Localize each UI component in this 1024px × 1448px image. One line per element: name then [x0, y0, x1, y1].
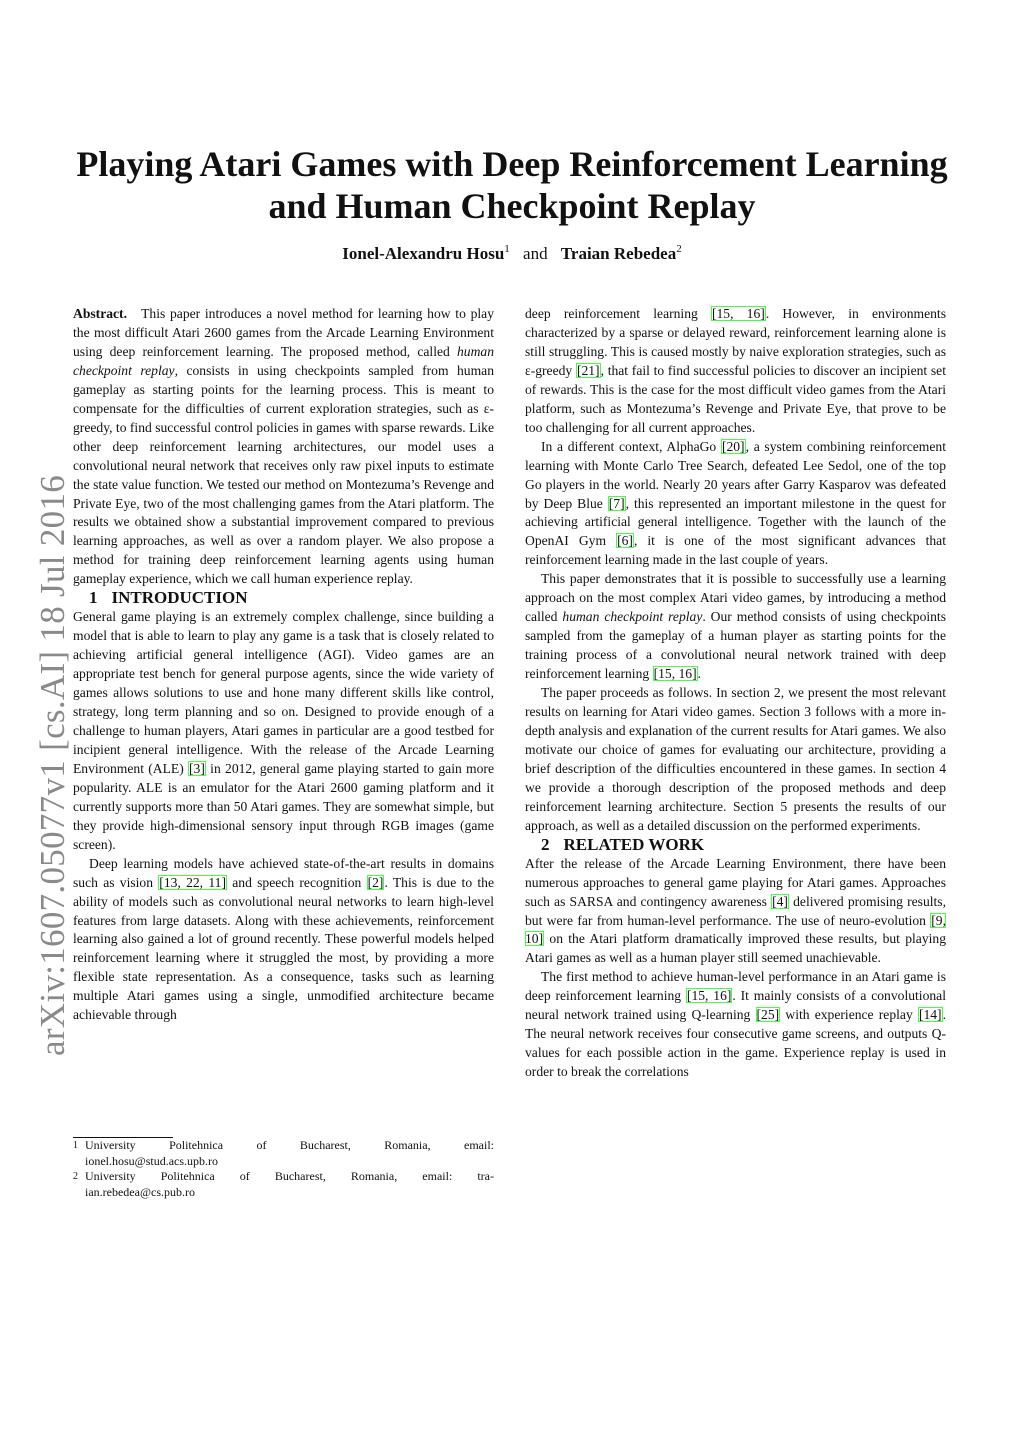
- citation-link[interactable]: [15, 16]: [686, 988, 732, 1004]
- paragraph-text: in 2012, general game playing started to gain more popularity. ALE is an emulator for the Atari 2600 gaming platform and it currently supports more than 50 Atari games. They are somewhat simple, but they provide high-dimensional sensory input through RGB images (game screen).: [73, 760, 494, 852]
- related-paragraph-1: [525, 855, 946, 969]
- citation-link[interactable]: [20]: [721, 438, 745, 454]
- arxiv-identifier: arXiv:1607.05077v1 [cs.AI] 18 Jul 2016: [33, 474, 72, 1056]
- citation-link[interactable]: [21]: [576, 362, 600, 378]
- citation-link[interactable]: [15, 16]: [653, 666, 697, 682]
- author-and: and: [523, 244, 548, 263]
- right-paragraph-2: [525, 438, 946, 571]
- footnote-2: [73, 1169, 494, 1200]
- paragraph-text: General game playing is an extremely complex challenge, since building a model that is able to learn to play any game is a task that is closely related to achieving artificial general intelligence (AGI). Video games are an appropriate test bench for general purpose agents, since the wide variety of games allows solutions to use and hone many different skills like control, strategy, long term planning and so on. Designed to provide enough of a challenge to human players, Atari games in particular are a good testbed for incipient general intelligence. With the release of the Arcade Learning Environment (ALE): [73, 609, 494, 776]
- section-heading-introduction: [73, 589, 494, 608]
- author-1: Ionel-Alexandru Hosu: [342, 244, 505, 263]
- citation-link[interactable]: [14]: [918, 1007, 942, 1023]
- section-heading-related-work: [525, 836, 946, 855]
- citation-link[interactable]: [15, 16]: [711, 306, 765, 321]
- right-paragraph-4: The paper proceeds as follows. In section 2, we present the most relevant results on learning for Atari video games. Section 3 follows with a more in-depth analysis and explanation of the current results for Atari games. We also motivate our choice of games for evaluating our architecture, providing a brief description of the difficulties encountered in these games. In section 4 we provide a thorough description of the proposed methods and deep reinforcement learning architecture. Section 5 presents the results of our approach, as well as a detailed discussion on the performed experiments.: [525, 685, 946, 833]
- paragraph-text: . The neural network receives four consecutive game screens, and outputs Q-values for each possible action in the game. Experience replay is used in order to break the correlations: [525, 1007, 946, 1080]
- paragraph-text: . This is due to the ability of models such as convolutional neural networks to learn high-level features from large datasets. Along with these achievements, reinforcement learning also gained a lot of ground recently. These powerful models helped reinforcement learning where it struggled the most, by providing a more flexible state representation. As a consequence, tasks such as learning multiple Atari games using a single, unmodified architecture became achievable through: [73, 874, 494, 1023]
- title-line-1: Playing Atari Games with Deep Reinforcement Learning: [76, 144, 948, 184]
- paragraph-text: and speech recognition: [226, 874, 367, 890]
- paragraph-text: , that fail to find successful policies to discover an incipient set of rewards. This is the case for the most difficult video games from the Atari platform, such as Montezuma’s Revenge and Private Eye, that prove to be too challenging for all current approaches.: [525, 362, 946, 435]
- footnote-1: [73, 1138, 494, 1169]
- paragraph-text: This paper demonstrates that it is possible to successfully use a learning approach on the most complex Atari video games, by introducing a method called: [525, 571, 946, 625]
- title-line-2: and Human Checkpoint Replay: [268, 186, 756, 226]
- citation-link[interactable]: [25]: [756, 1007, 780, 1023]
- footnote-text: University Politehnica of Bucharest, Romania, email: tra-: [85, 1169, 494, 1183]
- footnote-text: University Politehnica of Bucharest, Romania, email:: [85, 1138, 494, 1152]
- section-title: INTRODUCTION: [111, 588, 248, 608]
- section-number: 1: [89, 588, 98, 608]
- footnotes: [73, 1138, 494, 1200]
- right-paragraph-3: [525, 570, 946, 684]
- paragraph-text: . However, in environments characterized by a sparse or delayed reward, reinforcement learning alone is still struggling. This is caused mostly by naive exploration strategies, such as ε-greedy: [525, 306, 946, 378]
- abstract: [73, 305, 494, 589]
- intro-paragraph-1: [73, 608, 494, 854]
- paragraph-text: . It mainly consists of a convolutional neural network trained using Q-learning: [525, 988, 946, 1023]
- section-title: RELATED WORK: [563, 834, 705, 854]
- abstract-emphasis: human checkpoint replay: [73, 343, 494, 378]
- paragraph-text: , this represented an important milestone in the quest for achieving artificial general intelligence. Together with the launch of the OpenAI Gym: [525, 495, 946, 549]
- author-2-mark: 2: [676, 243, 682, 255]
- footnote-mark: 2: [73, 1171, 78, 1182]
- citation-link[interactable]: [7]: [608, 495, 625, 511]
- footnote-email: ionel.hosu@stud.acs.upb.ro: [85, 1153, 219, 1168]
- paragraph-text: , a system combining reinforcement learning with Monte Carlo Tree Search, defeated Lee Sedol, one of the top Go players in the world. Nearly 20 years after Garry Kasparov was defeated by Deep Blue: [525, 438, 946, 511]
- related-paragraph-2: [525, 968, 946, 1082]
- intro-paragraph-2: [73, 855, 494, 1026]
- citation-link[interactable]: [6]: [617, 533, 633, 549]
- author-2: Traian Rebedea: [560, 244, 677, 263]
- citation-link[interactable]: [4]: [772, 893, 788, 909]
- paragraph-text: , it is one of the most significant advances that reinforcement learning made in the last couple of years.: [525, 533, 946, 568]
- left-column: [73, 305, 494, 1025]
- method-name-emphasis: human checkpoint replay: [562, 609, 703, 625]
- abstract-text-2: , consists in using checkpoints sampled from human gameplay as starting points for the learning process. This is meant to compensate for the difficulties of current exploration strategies, such as ε-greedy, to find successful control policies in games with sparse rewards. Like other deep reinforcement learning architectures, our model uses a convolutional neural network that receives only raw pixel inputs to estimate the state value function. We tested our method on Montezuma’s Revenge and Private Eye, two of the most challenging games from the Atari platform. The results we obtained show a substantial improvement compared to previous learning approaches, as well as over a random player. We also propose a method for training deep reinforcement learning agents using human gameplay experience, which we call human experience replay.: [73, 362, 494, 587]
- paragraph-text: In a different context, AlphaGo: [541, 438, 721, 454]
- footnote-mark: 1: [73, 1140, 78, 1151]
- citation-link[interactable]: [3]: [189, 760, 205, 776]
- abstract-text-1: This paper introduces a novel method for learning how to play the most difficult Atari 2600 games from the Arcade Learning Environment using deep reinforcement learning. The proposed method, called: [73, 306, 494, 359]
- section-number: 2: [541, 834, 550, 854]
- paragraph-text: on the Atari platform dramatically improved these results, but playing Atari games as well as a human player still seemed unachievable.: [525, 931, 946, 966]
- paragraph-text: with experience replay: [780, 1007, 918, 1023]
- paragraph-text: . Our method consists of using checkpoints sampled from the gameplay of a human player as starting points for the training process of a convolutional neural network trained with deep reinforcement learning: [525, 609, 947, 682]
- author-list: [60, 244, 964, 264]
- paragraph-text: Deep learning models have achieved state-of-the-art results in domains such as vision: [73, 855, 494, 890]
- footnote-email: ian.rebedea@cs.pub.ro: [85, 1184, 196, 1199]
- abstract-label: Abstract.: [73, 306, 127, 321]
- paragraph-text: delivered promising results, but were far from human-level performance. The use of neuro-evolution: [525, 893, 946, 928]
- paragraph-text: After the release of the Arcade Learning Environment, there have been numerous approaches to general game playing for Atari games. Approaches such as SARSA and contingency awareness: [525, 855, 946, 909]
- right-column: [525, 305, 946, 1082]
- citation-link[interactable]: [2]: [367, 874, 384, 890]
- paragraph-text: deep reinforcement learning: [525, 306, 711, 321]
- paper-title: [60, 143, 964, 227]
- author-1-mark: 1: [504, 243, 510, 255]
- citation-link[interactable]: [13, 22, 11]: [159, 874, 226, 890]
- citation-link[interactable]: [9, 10]: [525, 912, 946, 947]
- right-paragraph-1: [525, 305, 946, 438]
- paragraph-text: .: [697, 666, 702, 682]
- paragraph-text: The first method to achieve human-level performance in an Atari game is deep reinforcement learning: [525, 969, 946, 1004]
